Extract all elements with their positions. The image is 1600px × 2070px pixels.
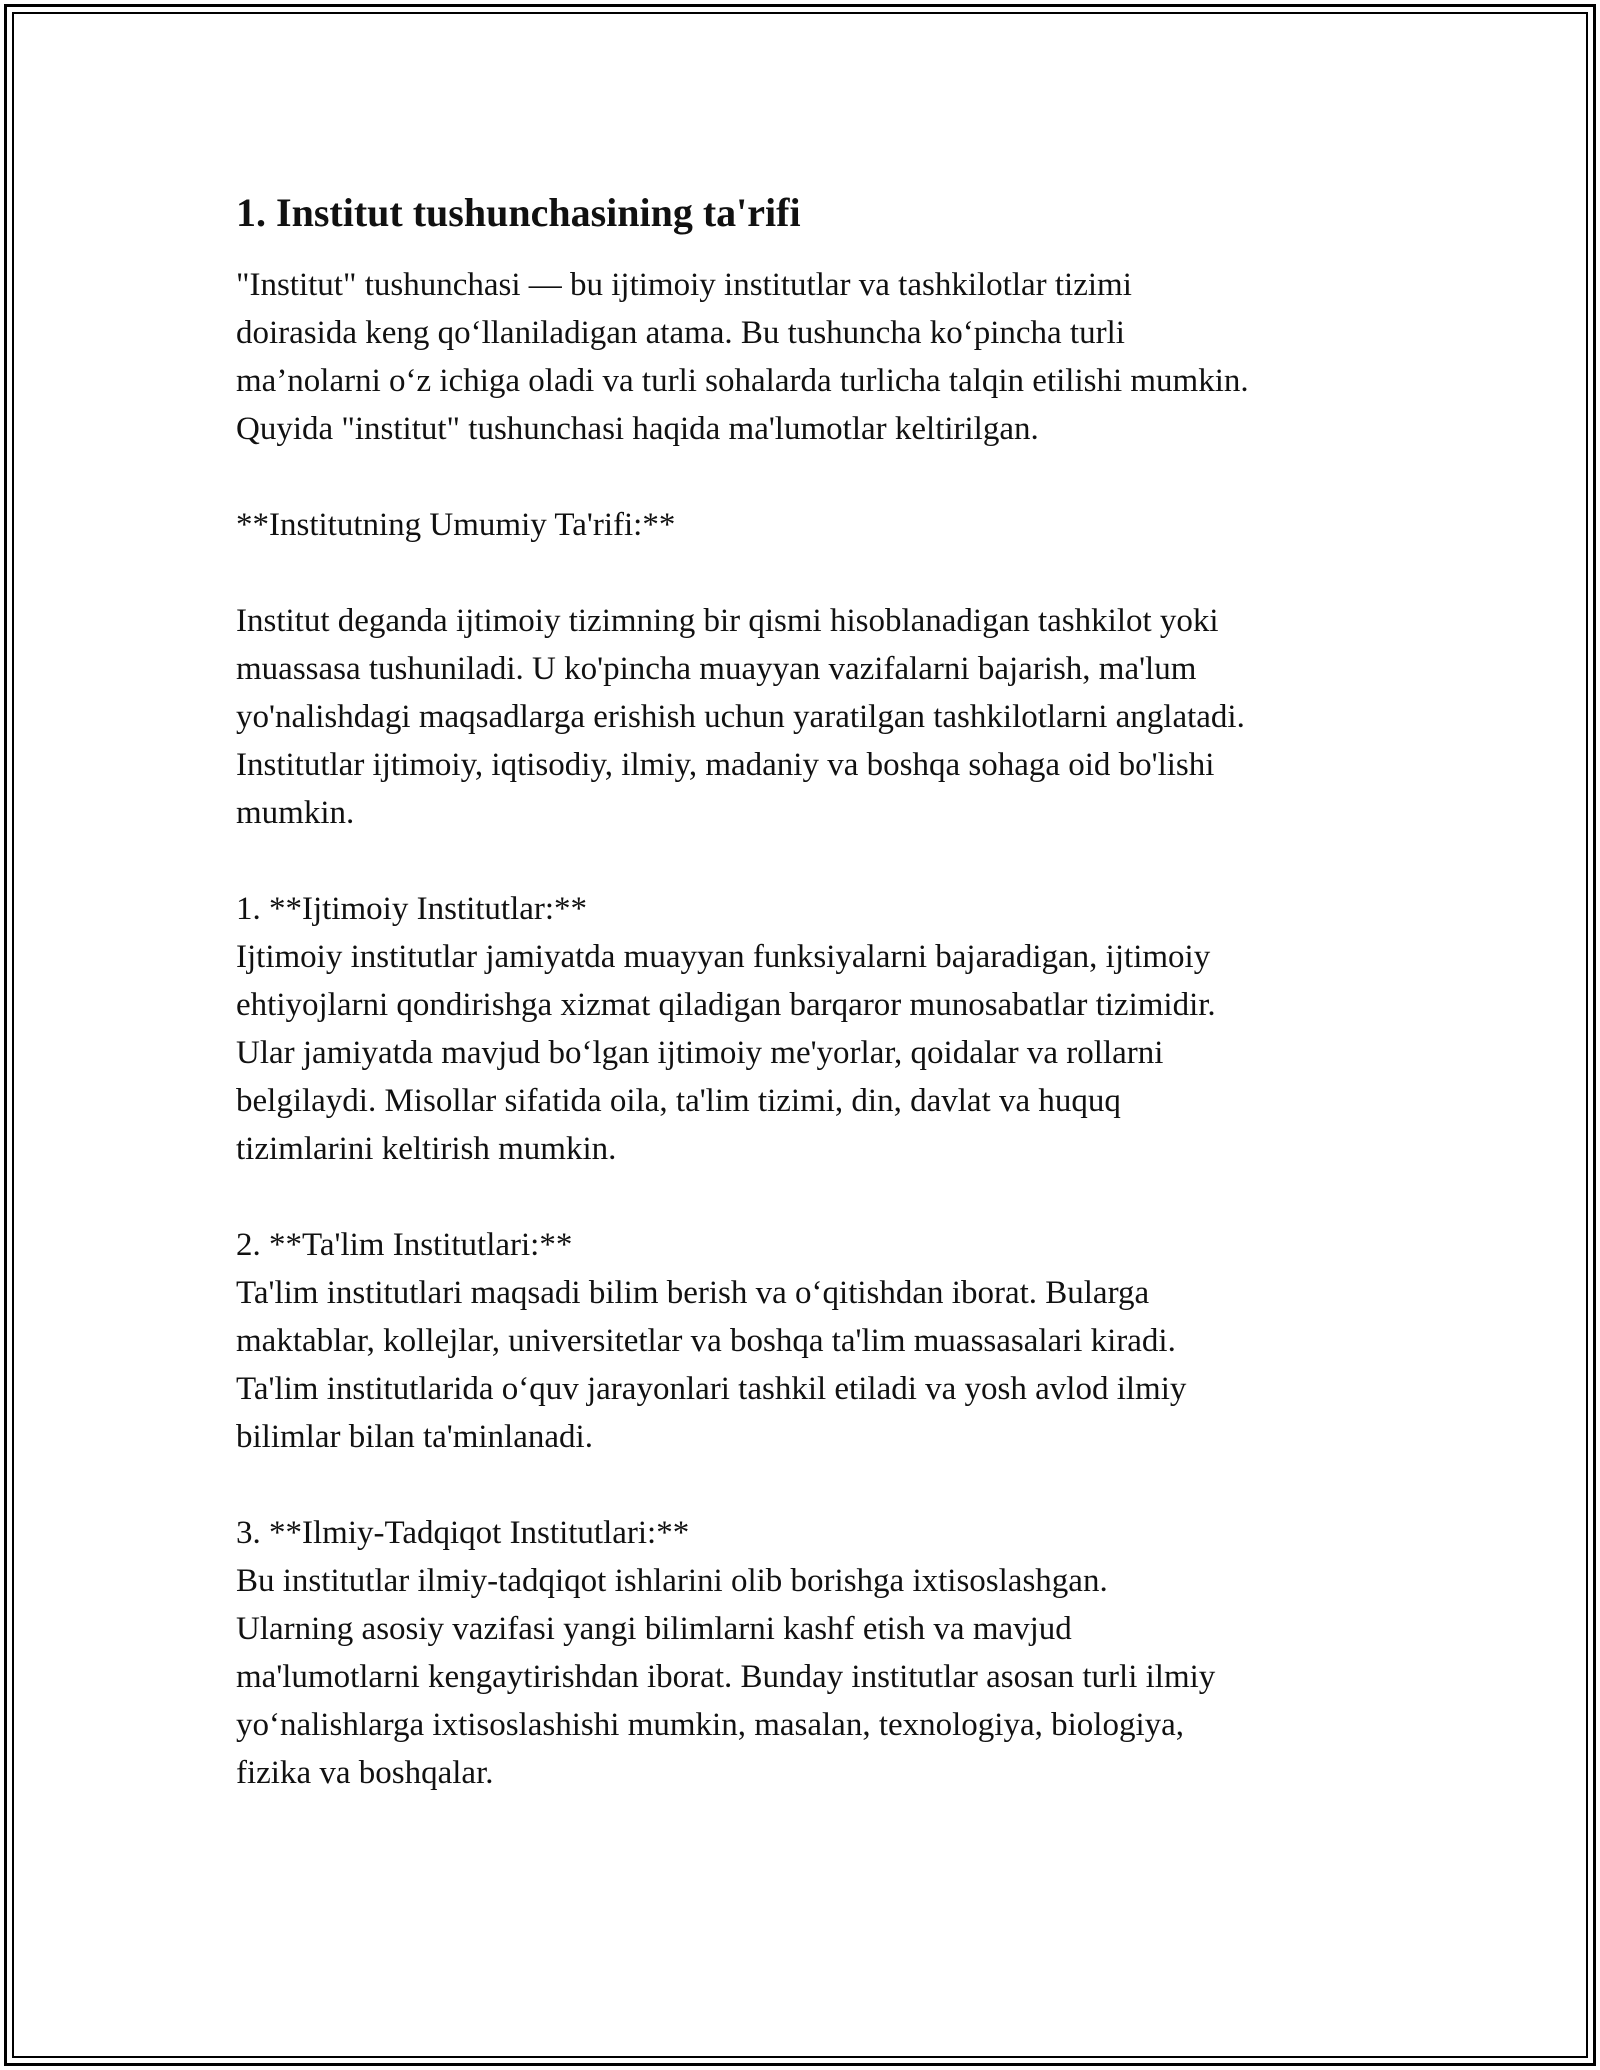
education-institutions-paragraph: 2. **Ta'lim Institutlari:** Ta'lim institutlari maqsadi bilim berish va o‘qitishdan iborat. Bularga maktablar, kollejlar, universitetlar va boshqa ta'lim muassasalari kiradi. Ta'lim institutlarida o‘quv jarayonlari tashkil etiladi va yosh avlod ilmiy bilimlar bilan ta'minlanadi. <box>236 1227 1187 1455</box>
general-definition-paragraph: Institut deganda ijtimoiy tizimning bir qismi hisoblanadigan tashkilot yoki muassasa tushuniladi. U ko'pincha muayyan vazifalarni bajarish, ma'lum yo'nalishdagi maqsadlarga erishish uchun yaratilgan tashkilotlarni anglatadi. Institutlar ijtimoiy, iqtisodiy, ilmiy, madaniy va boshqa sohaga oid bo'lishi mumkin. <box>236 603 1245 831</box>
document-body <box>236 185 1386 1797</box>
social-institutions-paragraph: 1. **Ijtimoiy Institutlar:** Ijtimoiy institutlar jamiyatda muayyan funksiyalarni bajaradigan, ijtimoiy ehtiyojlarni qondirishga xizmat qiladigan barqaror munosabatlar tizimidir. Ular jamiyatda mavjud bo‘lgan ijtimoiy me'yorlar, qoidalar va rollarni belgilaydi. Misollar sifatida oila, ta'lim tizimi, din, davlat va huquq tizimlarini keltirish mumkin. <box>236 891 1216 1167</box>
research-institutions-paragraph: 3. **Ilmiy-Tadqiqot Institutlari:** Bu institutlar ilmiy-tadqiqot ishlarini olib borishga ixtisoslashgan. Ularning asosiy vazifasi yangi bilimlarni kashf etish va mavjud ma'lumotlarni kengaytirishdan iborat. Bunday institutlar asosan turli ilmiy yo‘nalishlarga ixtisoslashishi mumkin, masalan, texnologiya, biologiya, fizika va boshqalar. <box>236 1515 1216 1791</box>
document-title: 1. Institut tushunchasining ta'rifi <box>236 190 801 235</box>
general-definition-heading: **Institutning Umumiy Ta'rifi:** <box>236 507 676 543</box>
intro-paragraph: "Institut" tushunchasi — bu ijtimoiy institutlar va tashkilotlar tizimi doirasida keng qo‘llaniladigan atama. Bu tushuncha ko‘pincha turli ma’nolarni o‘z ichiga oladi va turli sohalarda turlicha talqin etilishi mumkin. Quyida "institut" tushunchasi haqida ma'lumotlar keltirilgan. <box>236 267 1249 447</box>
